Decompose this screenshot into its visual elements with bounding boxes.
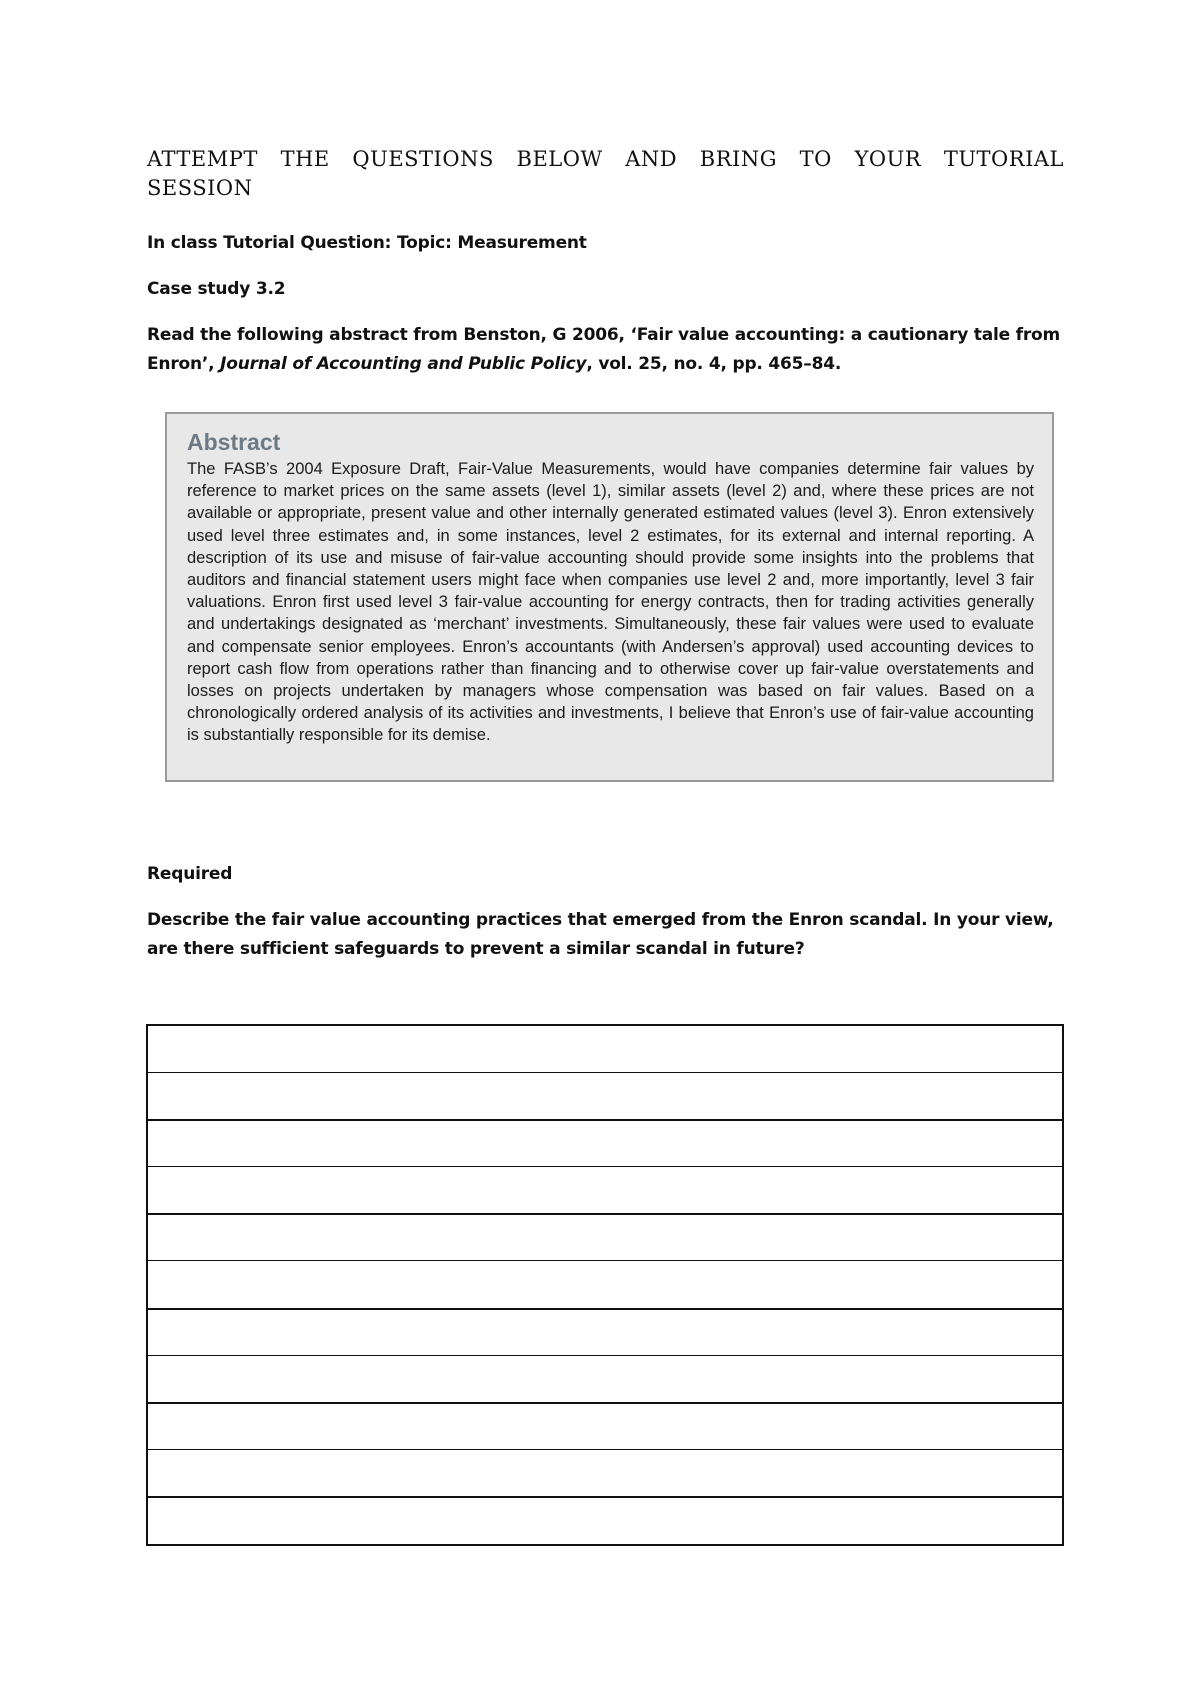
answer-rule-line [148,1213,1062,1215]
abstract-title: Abstract [187,429,281,455]
answer-rule-line [148,1119,1062,1121]
answer-rule-line [148,1260,1062,1261]
answer-rule-line [148,1072,1062,1073]
case-study-label: Case study 3.2 [147,279,286,299]
required-label: Required [147,864,233,884]
answer-rule-line [148,1355,1062,1356]
page-heading: ATTEMPT THE QUESTIONS BELOW AND BRING TO YOUR TUTORIAL SESSION [147,147,1064,200]
answer-lines-box[interactable] [146,1024,1064,1546]
abstract-body: The FASB’s 2004 Exposure Draft, Fair-Value Measurements, would have companies determine fair values by reference to market prices on the same assets (level 1), similar assets (level 2) and, where these prices are not available or appropriate, present value and other internally generated estimated values (level 3). Enron extensively used level three estimates and, in some instances, level 2 estimates, for its external and internal reporting. A description of its use and misuse of fair-value accounting should provide some insights into the problems that auditors and financial statement users might face when companies use level 2 and, more importantly, level 3 fair valuations. Enron first used level 3 fair-value accounting for energy contracts, then for trading activities generally and undertakings designated as ‘merchant’ investments. Simultaneously, these fair values were used to evaluate and compensate senior employees. Enron’s accountants (with Andersen’s approval) used accounting devices to report cash flow from operations rather than financing and to otherwise cover up fair-value overstatements and losses on projects undertaken by managers whose compensation was based on fair values. Based on a chronologically ordered analysis of its activities and investments, I believe that Enron’s use of fair-value accounting is substantially responsible for its demise. [187,460,1034,745]
reading-citation-start: Read the following abstract from Benston, G 2006, ‘Fair value accounting: a cautionary tale from Enron’, [147,325,1061,374]
answer-rule-line [148,1166,1062,1167]
answer-rule-line [148,1496,1062,1498]
reading-citation-end: , vol. 25, no. 4, pp. 465–84. [586,354,842,374]
answer-rule-line [148,1402,1062,1404]
reading-instruction [147,321,1067,379]
answer-rule-line [148,1449,1062,1450]
journal-title: Journal of Accounting and Public Policy [220,354,587,374]
abstract-box [165,412,1054,782]
answer-rule-line [148,1308,1062,1310]
tutorial-topic-line: In class Tutorial Question: Topic: Measurement [147,233,587,253]
question-text: Describe the fair value accounting practices that emerged from the Enron scandal. In your view, are there sufficient safeguards to prevent a similar scandal in future? [147,910,1054,959]
